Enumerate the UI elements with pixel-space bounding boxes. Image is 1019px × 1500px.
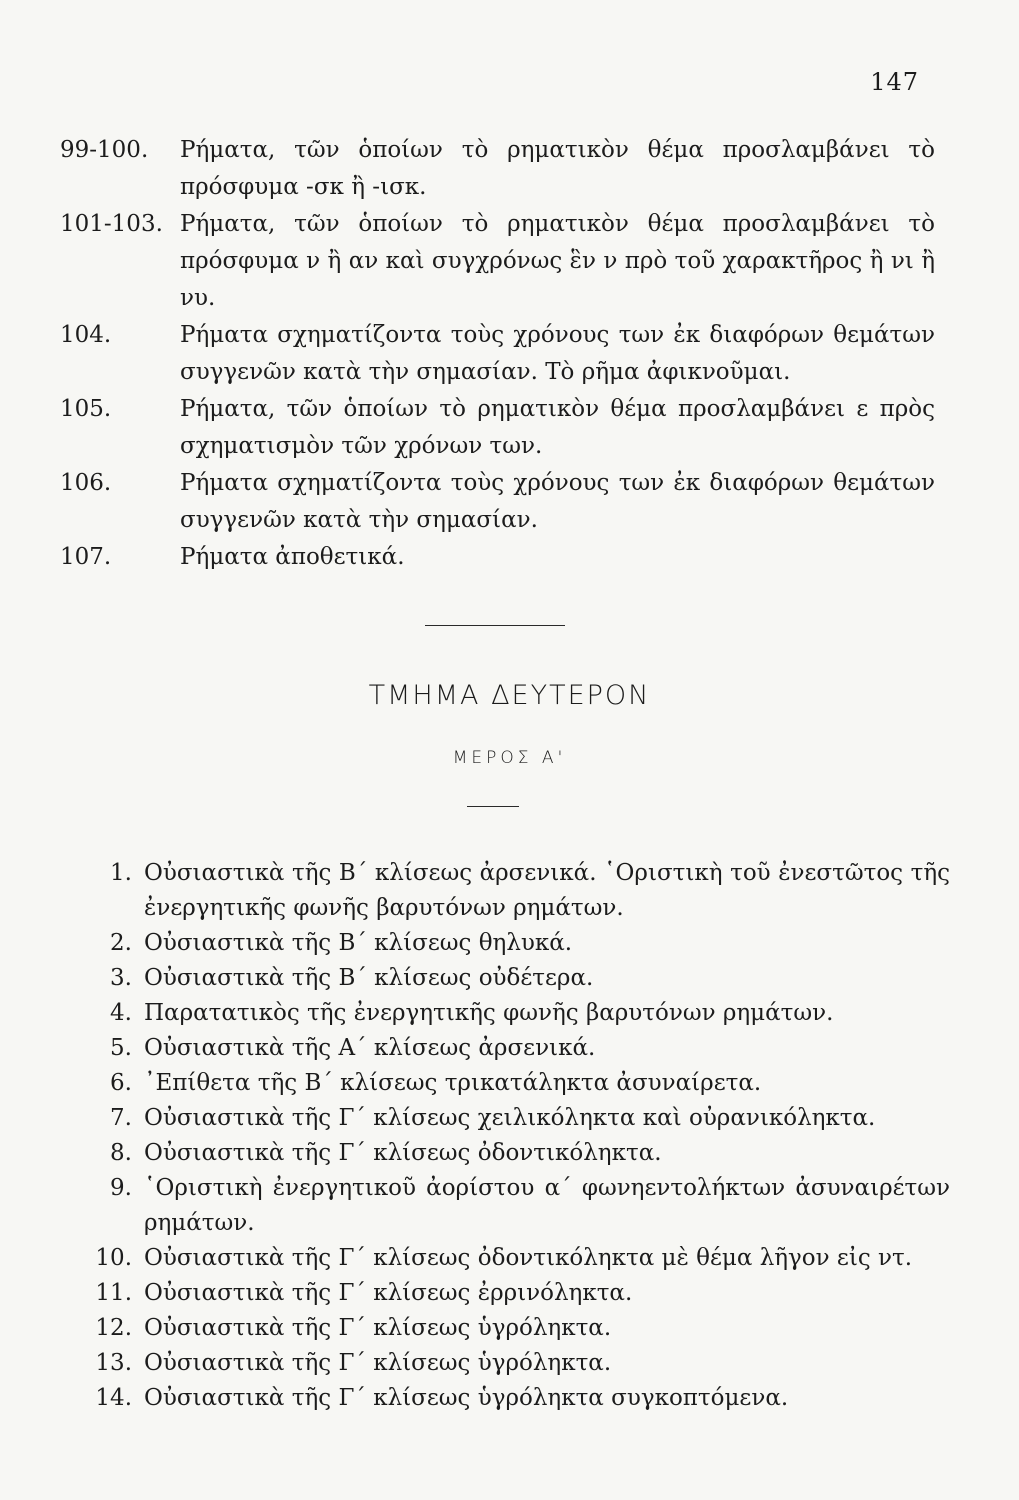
divider-rule <box>467 806 519 807</box>
list-item <box>72 1031 950 1066</box>
entry-text: Οὐσιαστικὰ τῆς Γ΄ κλίσεως ὀδοντικόληκτα μὲ θέμα λῆγον εἰς ντ. <box>144 1245 913 1271</box>
entry-number: 104. <box>60 322 112 348</box>
list-item <box>55 465 935 539</box>
entry-text: Ρήματα, τῶν ὁποίων τὸ ρηματικὸν θέμα προσλαμβάνει ε πρὸς σχηματισμὸν τῶν χρόνων των. <box>180 396 935 459</box>
entry-text: Παρατατικὸς τῆς ἐνεργητικῆς φωνῆς βαρυτόνων ρημάτων. <box>144 1000 834 1026</box>
section-title: ΤΜΗΜΑ ΔΕΥΤΕΡΟΝ <box>368 680 651 711</box>
list-item <box>55 391 935 465</box>
list-item <box>72 1171 950 1241</box>
entry-text: Οὐσιαστικὰ τῆς Β΄ κλίσεως ἀρσενικά. ῾Οριστικὴ τοῦ ἐνεστῶτος τῆς ἐνεργητικῆς φωνῆς βαρυτόνων ρημάτων. <box>144 860 950 921</box>
bottom-entry-list <box>72 856 950 1416</box>
entry-text: Οὐσιαστικὰ τῆς Γ΄ κλίσεως ἐρρινόληκτα. <box>144 1280 633 1306</box>
list-item <box>72 961 950 996</box>
entry-text: Οὐσιαστικὰ τῆς Α΄ κλίσεως ἀρσενικά. <box>144 1035 596 1061</box>
list-item <box>72 1066 950 1101</box>
part-title: ΜΕΡΟΣ Α' <box>452 748 567 768</box>
entry-text: Ρήματα, τῶν ὁποίων τὸ ρηματικὸν θέμα προσλαμβάνει τὸ πρόσφυμα ν ἢ αν καὶ συγχρόνως ἓν ν πρὸ τοῦ χαρακτῆρος ἢ νι ἢ νυ. <box>180 211 935 311</box>
entry-text: ᾿Επίθετα τῆς Β΄ κλίσεως τρικατάληκτα ἀσυναίρετα. <box>144 1070 762 1096</box>
entry-number: 107. <box>60 544 112 570</box>
list-item <box>72 1241 950 1276</box>
list-item <box>55 539 935 576</box>
entry-text: Ρήματα σχηματίζοντα τοὺς χρόνους των ἐκ διαφόρων θεμάτων συγγενῶν κατὰ τὴν σημασίαν. Τὸ ρῆμα ἀφικνοῦμαι. <box>180 322 935 385</box>
entry-number: 9. <box>110 1175 132 1201</box>
entry-number: 101-103. <box>60 211 163 237</box>
list-item <box>55 317 935 391</box>
entry-text: Οὐσιαστικὰ τῆς Β΄ κλίσεως θηλυκά. <box>144 930 573 956</box>
entry-text: Οὐσιαστικὰ τῆς Γ΄ κλίσεως ὑγρόληκτα. <box>144 1350 612 1376</box>
entry-number: 14. <box>95 1385 132 1411</box>
entry-number: 10. <box>95 1245 132 1271</box>
entry-text: Οὐσιαστικὰ τῆς Γ΄ κλίσεως χειλικόληκτα καὶ οὐρανικόληκτα. <box>144 1105 876 1131</box>
entry-text: ῾Οριστικὴ ἐνεργητικοῦ ἀορίστου α΄ φωνηεντολήκτων ἀσυναιρέτων ρημάτων. <box>144 1175 950 1236</box>
list-item <box>72 1101 950 1136</box>
entry-number: 4. <box>110 1000 132 1026</box>
entry-text: Οὐσιαστικὰ τῆς Γ΄ κλίσεως ὑγρόληκτα συγκοπτόμενα. <box>144 1385 789 1411</box>
entry-text: Ρήματα, τῶν ὁποίων τὸ ρηματικὸν θέμα προσλαμβάνει τὸ πρόσφυμα -σκ ἢ -ισκ. <box>180 137 935 200</box>
entry-number: 6. <box>110 1070 132 1096</box>
entry-number: 99-100. <box>60 137 149 163</box>
entry-text: Οὐσιαστικὰ τῆς Β΄ κλίσεως οὐδέτερα. <box>144 965 594 991</box>
entry-number: 8. <box>110 1140 132 1166</box>
entry-text: Οὐσιαστικὰ τῆς Γ΄ κλίσεως ὑγρόληκτα. <box>144 1315 612 1341</box>
top-entry-list <box>55 132 935 576</box>
entry-number: 105. <box>60 396 112 422</box>
entry-number: 1. <box>110 860 132 886</box>
list-item <box>72 1346 950 1381</box>
entry-number: 3. <box>110 965 132 991</box>
entry-number: 13. <box>95 1350 132 1376</box>
entry-number: 12. <box>95 1315 132 1341</box>
list-item <box>55 206 935 317</box>
divider-rule <box>425 625 565 626</box>
entry-text: Οὐσιαστικὰ τῆς Γ΄ κλίσεως ὀδοντικόληκτα. <box>144 1140 662 1166</box>
entry-text: Ρήματα σχηματίζοντα τοὺς χρόνους των ἐκ διαφόρων θεμάτων συγγενῶν κατὰ τὴν σημασίαν. <box>180 470 935 533</box>
entry-number: 2. <box>110 930 132 956</box>
entry-number: 5. <box>110 1035 132 1061</box>
list-item <box>72 1276 950 1311</box>
entry-number: 11. <box>95 1280 132 1306</box>
entry-text: Ρήματα ἀποθετικά. <box>180 544 405 570</box>
list-item <box>55 132 935 206</box>
page-number: 147 <box>870 68 919 96</box>
list-item <box>72 996 950 1031</box>
list-item <box>72 856 950 926</box>
list-item <box>72 1311 950 1346</box>
entry-number: 106. <box>60 470 112 496</box>
list-item <box>72 1136 950 1171</box>
list-item <box>72 926 950 961</box>
list-item <box>72 1381 950 1416</box>
entry-number: 7. <box>110 1105 132 1131</box>
